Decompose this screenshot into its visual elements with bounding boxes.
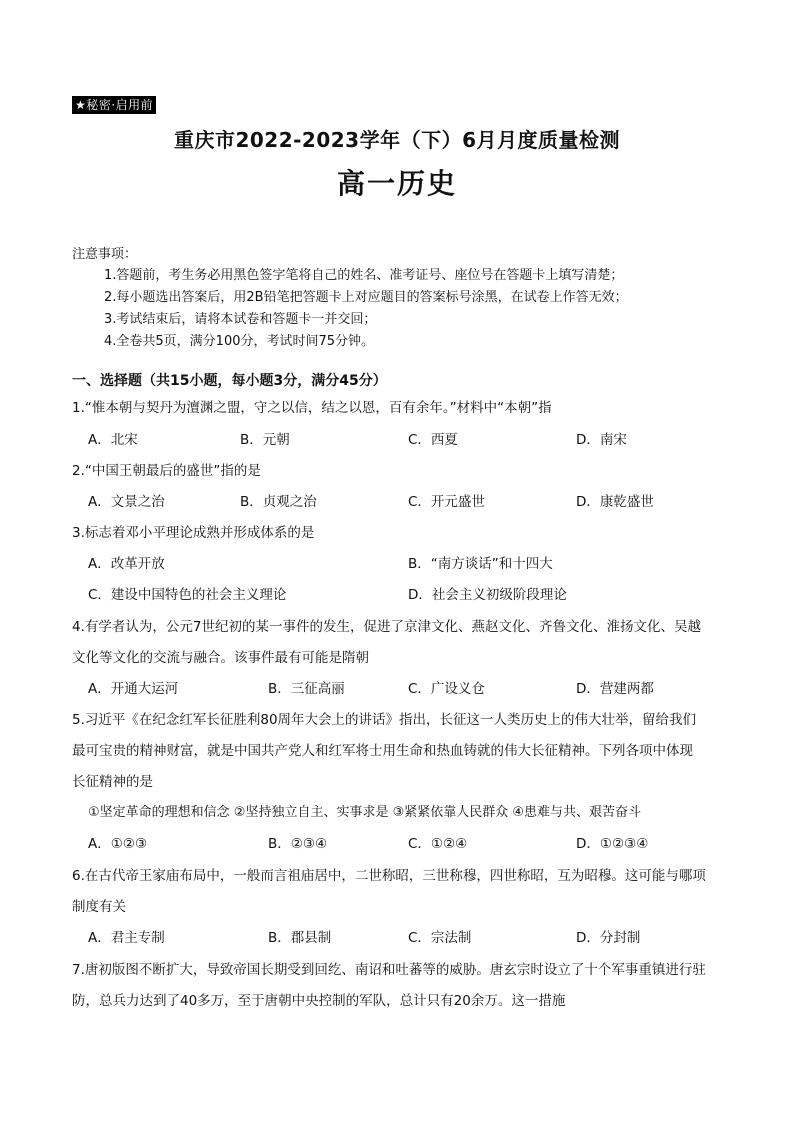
question-5-statements: ①坚定革命的理想和信念 ②坚持独立自主、实事求是 ③紧紧依靠人民群众 ④患难与共、艰苦奋斗	[88, 805, 642, 820]
question-3-option-d: D．社会主义初级阶段理论	[408, 587, 567, 603]
question-1-option-b: B．元朝	[240, 432, 290, 448]
question-4-stem: 文化等文化的交流与融合。该事件最有可能是隋朝	[72, 650, 369, 666]
question-5-option-d: D．①②③④	[576, 836, 649, 852]
question-2-option-c: C．开元盛世	[408, 494, 485, 510]
notice-heading: 注意事项：	[72, 247, 138, 262]
question-6-option-c: C．宗法制	[408, 930, 472, 946]
question-4-option-d: D．营建两都	[576, 681, 654, 697]
notice-item: 3.考试结束后，请将本试卷和答题卡一并交回；	[104, 312, 377, 327]
question-2-stem: 2.“中国王朝最后的盛世”指的是	[72, 463, 261, 479]
question-4-stem: 4.有学者认为，公元7世纪初的某一事件的发生，促进了京津文化、燕赵文化、齐鲁文化、淮扬文化、吴越	[72, 619, 701, 635]
exam-title: 重庆市2022-2023学年（下）6月月度质量检测	[173, 128, 621, 152]
subject-title: 高一历史	[336, 167, 457, 200]
question-5-stem: 最可宝贵的精神财富，就是中国共产党人和红军将士用生命和热血铸就的伟大长征精神。下列各项中体现	[72, 743, 693, 759]
question-5-option-a: A．①②③	[88, 836, 148, 852]
question-5-stem: 长征精神的是	[72, 774, 153, 790]
question-6-option-a: A．君主专制	[88, 930, 165, 946]
question-1-option-c: C．西夏	[408, 432, 458, 448]
question-1-option-a: A．北宋	[88, 432, 138, 448]
question-3-stem: 3.标志着邓小平理论成熟并形成体系的是	[72, 525, 315, 541]
question-2-option-b: B．贞观之治	[240, 494, 317, 510]
question-3-option-b: B．“南方谈话”和十四大	[408, 556, 553, 572]
notice-item: 2.每小题选出答案后，用2B铅笔把答题卡上对应题目的答案标号涂黑，在试卷上作答无效；	[104, 290, 628, 305]
question-2-option-d: D．康乾盛世	[576, 494, 654, 510]
question-1-stem: 1.“惟本朝与契丹为澶渊之盟，守之以信，结之以恩，百有余年。”材料中“本朝”指	[72, 400, 552, 416]
section-title: 一、选择题（共15小题，每小题3分，满分45分）	[72, 373, 387, 389]
question-5-option-b: B．②③④	[268, 836, 328, 852]
question-3-option-a: A．改革开放	[88, 556, 165, 572]
question-4-option-c: C．广设义仓	[408, 681, 485, 697]
question-7-stem: 7.唐初版图不断扩大，导致帝国长期受到回纥、南诏和吐蕃等的威胁。唐玄宗时设立了十个军事重镇进行驻	[72, 962, 706, 978]
notice-item: 4.全卷共5页，满分100分，考试时间75分钟。	[104, 334, 375, 349]
question-4-option-b: B．三征高丽	[268, 681, 345, 697]
notice-item: 1.答题前，考生务必用黑色签字笔将自己的姓名、准考证号、座位号在答题卡上填写清楚；	[104, 268, 624, 283]
question-5-option-c: C．①②④	[408, 836, 468, 852]
question-6-stem: 制度有关	[72, 899, 126, 915]
question-3-option-c: C．建设中国特色的社会主义理论	[88, 587, 287, 603]
question-6-stem: 6.在古代帝王家庙布局中，一般而言祖庙居中，二世称昭，三世称穆，四世称昭，互为昭穆。这可能与哪项	[72, 868, 706, 884]
question-6-option-d: D．分封制	[576, 930, 641, 946]
question-7-stem: 防，总兵力达到了40多万，至于唐朝中央控制的军队，总计只有20余万。这一措施	[72, 993, 566, 1009]
question-2-option-a: A．文景之治	[88, 494, 165, 510]
question-6-option-b: B．郡县制	[268, 930, 332, 946]
confidential-badge: ★秘密·启用前	[72, 96, 156, 114]
question-1-option-d: D．南宋	[576, 432, 627, 448]
question-4-option-a: A．开通大运河	[88, 681, 179, 697]
question-5-stem: 5.习近平《在纪念红军长征胜利80周年大会上的讲话》指出，长征这一人类历史上的伟大壮举，留给我们	[72, 712, 697, 728]
